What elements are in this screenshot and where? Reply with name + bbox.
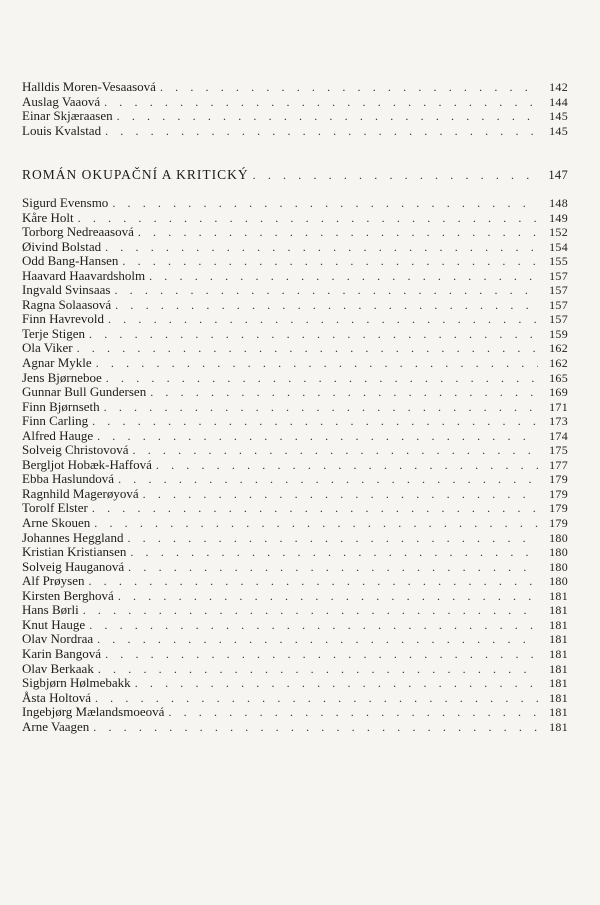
entry-page-number: 174 — [549, 428, 568, 443]
leader-dots — [93, 720, 538, 735]
entry-page-number: 181 — [549, 690, 568, 705]
entry-page-number: 181 — [549, 603, 568, 618]
toc-entry — [22, 574, 568, 589]
toc-entry — [22, 501, 568, 516]
entry-name: Sigbjørn Hølmebakk — [22, 675, 131, 691]
toc-entry — [22, 298, 568, 313]
entry-page-number: 181 — [549, 719, 568, 734]
entry-name: Auslag Vaaová — [22, 93, 101, 109]
entry-name: Åsta Holtová — [22, 689, 91, 705]
toc-entry — [22, 632, 568, 647]
entry-page-number: 154 — [549, 239, 568, 254]
section-page-number: 147 — [548, 168, 568, 182]
leader-dots — [89, 618, 538, 633]
toc-entry — [22, 312, 568, 327]
leader-dots — [143, 487, 538, 502]
entry-page-number: 169 — [549, 385, 568, 400]
leader-dots — [127, 531, 538, 546]
entry-page-number: 157 — [549, 312, 568, 327]
leader-dots — [150, 385, 538, 400]
leader-dots — [112, 196, 538, 211]
entry-name: Olav Nordraa — [22, 631, 94, 647]
entry-name: Ragnhild Magerøyová — [22, 485, 139, 501]
leader-dots — [160, 80, 538, 95]
toc-entry — [22, 618, 568, 633]
leader-dots — [149, 269, 538, 284]
leader-dots — [106, 371, 538, 386]
entry-page-number: 173 — [549, 414, 568, 429]
entry-name: Sigurd Evensmo — [22, 195, 109, 210]
entry-name: Odd Bang-Hansen — [22, 253, 119, 269]
toc-entry — [22, 269, 568, 284]
leader-dots — [78, 211, 538, 226]
entry-name: Ebba Haslundová — [22, 471, 115, 487]
leader-dots — [122, 254, 538, 269]
entry-page-number: 180 — [549, 545, 568, 560]
entry-page-number: 157 — [549, 297, 568, 312]
entry-name: Louis Kvalstad — [22, 122, 102, 138]
entry-name: Agnar Mykle — [22, 355, 92, 371]
leader-dots — [89, 327, 538, 342]
toc-entry — [22, 211, 568, 226]
entry-name: Solveig Hauganová — [22, 558, 125, 574]
entry-name: Halldis Moren-Vesaasová — [22, 79, 156, 94]
entry-page-number: 162 — [549, 341, 568, 356]
entry-name: Johannes Heggland — [22, 529, 124, 545]
leader-dots — [117, 109, 538, 124]
entry-name: Ingvald Svinsaas — [22, 282, 111, 298]
toc-entry — [22, 676, 568, 691]
toc-entry — [22, 662, 568, 677]
entry-page-number: 155 — [549, 254, 568, 269]
leader-dots — [83, 603, 538, 618]
toc-entry — [22, 385, 568, 400]
entry-page-number: 157 — [549, 268, 568, 283]
entry-name: Arne Skouen — [22, 515, 91, 531]
entry-page-number: 181 — [549, 661, 568, 676]
toc-entry — [22, 254, 568, 269]
entry-page-number: 179 — [549, 501, 568, 516]
toc-entry — [22, 240, 568, 255]
entry-page-number: 177 — [549, 457, 568, 472]
leader-dots — [77, 341, 538, 356]
leader-dots — [135, 676, 538, 691]
toc-entry — [22, 487, 568, 502]
leader-dots — [133, 443, 538, 458]
leader-dots — [156, 458, 538, 473]
leader-dots — [105, 647, 538, 662]
toc-entry — [22, 647, 568, 662]
toc-entry — [22, 356, 568, 371]
toc-entry — [22, 472, 568, 487]
leader-dots — [118, 589, 538, 604]
toc-entry — [22, 341, 568, 356]
entry-page-number: 142 — [549, 80, 568, 94]
leader-dots — [104, 95, 538, 110]
toc-entry — [22, 95, 568, 110]
entry-name: Arne Vaagen — [22, 718, 90, 734]
entry-name: Kristian Kristiansen — [22, 544, 127, 560]
entry-name: Ola Viker — [22, 340, 73, 356]
toc-entry — [22, 531, 568, 546]
leader-dots — [115, 298, 538, 313]
entry-name: Finn Carling — [22, 413, 89, 429]
leader-dots — [138, 225, 538, 240]
entry-name: Finn Bjørnseth — [22, 398, 100, 414]
entry-page-number: 175 — [549, 443, 568, 458]
toc-entry — [22, 124, 568, 139]
entry-page-number: 181 — [549, 632, 568, 647]
toc-entry — [22, 720, 568, 735]
entry-name: Ingebjørg Mælandsmoeová — [22, 704, 165, 720]
entry-page-number: 144 — [549, 94, 568, 109]
leader-dots — [253, 165, 538, 185]
entry-name: Hans Børli — [22, 602, 79, 618]
toc-entry — [22, 196, 568, 211]
toc-entry — [22, 589, 568, 604]
toc-entry — [22, 371, 568, 386]
toc-entry — [22, 414, 568, 429]
leader-dots — [97, 632, 538, 647]
leader-dots — [104, 400, 538, 415]
toc-entry — [22, 225, 568, 240]
entry-name: Terje Stigen — [22, 325, 85, 341]
leader-dots — [97, 429, 538, 444]
entry-name: Gunnar Bull Gundersen — [22, 384, 147, 400]
entry-page-number: 179 — [549, 472, 568, 487]
entry-name: Olav Berkaak — [22, 660, 94, 676]
toc-entry — [22, 545, 568, 560]
entry-page-number: 180 — [549, 530, 568, 545]
toc-entry — [22, 705, 568, 720]
leader-dots — [105, 240, 538, 255]
entry-name: Øivind Bolstad — [22, 238, 102, 254]
entry-page-number: 179 — [549, 516, 568, 531]
entry-page-number: 180 — [549, 559, 568, 574]
toc-entry — [22, 516, 568, 531]
entry-page-number: 181 — [549, 646, 568, 661]
leader-dots — [95, 691, 538, 706]
entry-page-number: 181 — [549, 705, 568, 720]
leader-dots — [96, 356, 538, 371]
entry-page-number: 171 — [549, 399, 568, 414]
entry-name: Einar Skjæraasen — [22, 108, 113, 124]
entry-page-number: 157 — [549, 283, 568, 298]
entry-page-number: 148 — [549, 196, 568, 210]
toc-entry — [22, 458, 568, 473]
entry-name: Torborg Nedreaasová — [22, 224, 134, 240]
section-heading-row — [22, 165, 568, 185]
entry-page-number: 181 — [549, 676, 568, 691]
leader-dots — [105, 124, 538, 139]
entry-page-number: 149 — [549, 210, 568, 225]
entry-page-number: 162 — [549, 356, 568, 371]
toc-entry — [22, 80, 568, 95]
toc-entry — [22, 443, 568, 458]
entry-name: Haavard Haavardsholm — [22, 267, 146, 283]
toc-entry — [22, 327, 568, 342]
entry-name: Torolf Elster — [22, 500, 88, 516]
leader-dots — [92, 414, 538, 429]
section-heading: ROMÁN OKUPAČNÍ A KRITICKÝ — [22, 167, 249, 182]
leader-dots — [88, 574, 538, 589]
leader-dots — [94, 516, 538, 531]
entry-page-number: 159 — [549, 326, 568, 341]
entry-name: Alfred Hauge — [22, 427, 94, 443]
toc-entry — [22, 109, 568, 124]
leader-dots — [108, 312, 538, 327]
toc-entry — [22, 560, 568, 575]
entry-page-number: 145 — [549, 123, 568, 138]
entry-name: Alf Prøysen — [22, 573, 85, 589]
leader-dots — [130, 545, 538, 560]
leader-dots — [114, 283, 538, 298]
toc-entry — [22, 603, 568, 618]
toc-entry — [22, 691, 568, 706]
entry-name: Kirsten Berghová — [22, 587, 114, 603]
leader-dots — [168, 705, 538, 720]
leader-dots — [92, 501, 538, 516]
entry-name: Ragna Solaasová — [22, 296, 112, 312]
entry-name: Knut Hauge — [22, 616, 86, 632]
entry-name: Finn Havrevold — [22, 311, 104, 327]
entry-name: Karin Bangová — [22, 645, 102, 661]
toc-entry — [22, 283, 568, 298]
entry-name: Bergljot Hobæk-Haffová — [22, 456, 152, 472]
entry-page-number: 181 — [549, 588, 568, 603]
entry-page-number: 180 — [549, 574, 568, 589]
toc-entry — [22, 429, 568, 444]
leader-dots — [128, 560, 538, 575]
leader-dots — [118, 472, 538, 487]
toc-main-list — [22, 196, 568, 734]
entry-page-number: 181 — [549, 617, 568, 632]
toc-top-list — [22, 80, 568, 138]
toc-entry — [22, 400, 568, 415]
entry-page-number: 165 — [549, 370, 568, 385]
entry-name: Kåre Holt — [22, 209, 74, 225]
leader-dots — [98, 662, 538, 677]
entry-page-number: 152 — [549, 225, 568, 240]
entry-page-number: 145 — [549, 109, 568, 124]
entry-name: Jens Bjørneboe — [22, 369, 102, 385]
entry-name: Solveig Christovová — [22, 442, 129, 458]
entry-page-number: 179 — [549, 486, 568, 501]
